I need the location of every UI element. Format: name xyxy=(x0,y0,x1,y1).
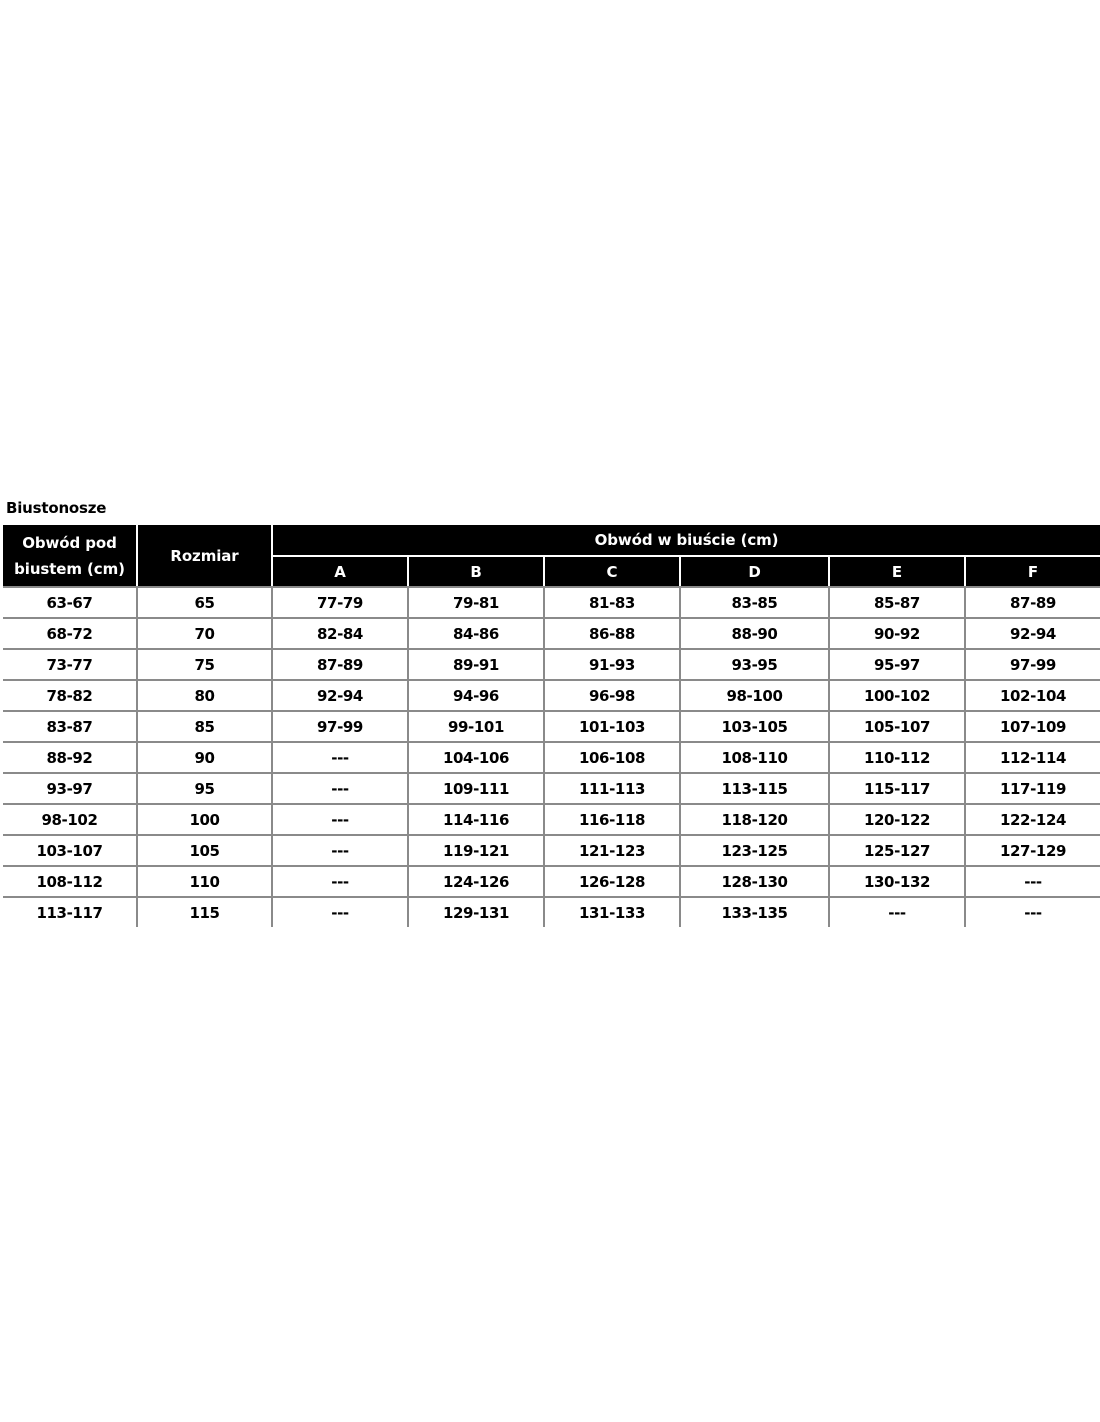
bra-size-table xyxy=(3,525,1100,927)
cell-cup-a: 77-79 xyxy=(273,586,409,619)
cell-cup-c: 116-118 xyxy=(545,805,681,836)
cell-cup-e: 100-102 xyxy=(830,681,966,712)
cell-cup-b: 129-131 xyxy=(409,898,545,927)
cell-cup-a: 92-94 xyxy=(273,681,409,712)
cell-underbust: 63-67 xyxy=(3,586,138,619)
cell-cup-d: 123-125 xyxy=(681,836,830,867)
cell-underbust: 93-97 xyxy=(3,774,138,805)
cell-cup-f: 122-124 xyxy=(966,805,1100,836)
cell-cup-a: 97-99 xyxy=(273,712,409,743)
cell-cup-c: 101-103 xyxy=(545,712,681,743)
cell-size: 75 xyxy=(138,650,273,681)
cell-cup-e: 105-107 xyxy=(830,712,966,743)
cell-cup-a: --- xyxy=(273,774,409,805)
cell-cup-d: 98-100 xyxy=(681,681,830,712)
cell-cup-a: 87-89 xyxy=(273,650,409,681)
cell-cup-b: 84-86 xyxy=(409,619,545,650)
table-row xyxy=(3,743,1100,774)
cell-cup-f: 87-89 xyxy=(966,586,1100,619)
cell-cup-d: 108-110 xyxy=(681,743,830,774)
header-cup-a: A xyxy=(273,557,409,586)
cell-cup-a: --- xyxy=(273,743,409,774)
cell-cup-f: 117-119 xyxy=(966,774,1100,805)
cell-cup-a: --- xyxy=(273,805,409,836)
cell-size: 95 xyxy=(138,774,273,805)
cell-cup-d: 88-90 xyxy=(681,619,830,650)
cell-size: 65 xyxy=(138,586,273,619)
cell-cup-e: 115-117 xyxy=(830,774,966,805)
cell-cup-b: 114-116 xyxy=(409,805,545,836)
cell-cup-b: 104-106 xyxy=(409,743,545,774)
cell-cup-c: 96-98 xyxy=(545,681,681,712)
cell-underbust: 98-102 xyxy=(3,805,138,836)
header-cup-e: E xyxy=(830,557,966,586)
cell-cup-f: --- xyxy=(966,867,1100,898)
cell-cup-c: 106-108 xyxy=(545,743,681,774)
cell-cup-c: 91-93 xyxy=(545,650,681,681)
cell-cup-f: 112-114 xyxy=(966,743,1100,774)
cell-cup-f: 107-109 xyxy=(966,712,1100,743)
cell-cup-d: 118-120 xyxy=(681,805,830,836)
cell-cup-d: 83-85 xyxy=(681,586,830,619)
cell-cup-d: 133-135 xyxy=(681,898,830,927)
table-row xyxy=(3,650,1100,681)
cell-cup-b: 124-126 xyxy=(409,867,545,898)
cell-underbust: 88-92 xyxy=(3,743,138,774)
header-underbust: Obwód pod biustem (cm) xyxy=(3,525,138,586)
cell-cup-b: 109-111 xyxy=(409,774,545,805)
table-row xyxy=(3,619,1100,650)
cell-cup-b: 94-96 xyxy=(409,681,545,712)
cell-cup-e: 125-127 xyxy=(830,836,966,867)
cell-underbust: 103-107 xyxy=(3,836,138,867)
cell-size: 110 xyxy=(138,867,273,898)
table-row xyxy=(3,586,1100,619)
cell-cup-c: 121-123 xyxy=(545,836,681,867)
cell-cup-a: --- xyxy=(273,867,409,898)
header-bust-group: Obwód w biuście (cm) xyxy=(273,525,1100,557)
cell-cup-e: 85-87 xyxy=(830,586,966,619)
cell-size: 70 xyxy=(138,619,273,650)
cell-cup-e: --- xyxy=(830,898,966,927)
cell-size: 85 xyxy=(138,712,273,743)
cell-underbust: 108-112 xyxy=(3,867,138,898)
cell-cup-b: 79-81 xyxy=(409,586,545,619)
cell-cup-f: 127-129 xyxy=(966,836,1100,867)
cell-cup-f: --- xyxy=(1024,903,1042,922)
table-row xyxy=(3,774,1100,805)
cell-cup-f: 97-99 xyxy=(966,650,1100,681)
cell-cup-b: 99-101 xyxy=(409,712,545,743)
table-row xyxy=(3,712,1100,743)
cell-size: 100 xyxy=(138,805,273,836)
header-size: Rozmiar xyxy=(138,525,273,586)
cell-cup-c: 126-128 xyxy=(545,867,681,898)
cell-underbust: 113-117 xyxy=(3,898,138,927)
header-cup-c: C xyxy=(545,557,681,586)
cell-cup-c: 81-83 xyxy=(545,586,681,619)
cell-cup-c: 86-88 xyxy=(545,619,681,650)
cell-cup-e: 90-92 xyxy=(830,619,966,650)
table-title: Biustonosze xyxy=(6,499,107,517)
cell-underbust: 73-77 xyxy=(3,650,138,681)
table-row xyxy=(3,681,1100,712)
header-cup-f: F xyxy=(966,557,1100,586)
cell-cup-c: 111-113 xyxy=(545,774,681,805)
cell-underbust: 83-87 xyxy=(3,712,138,743)
cell-cup-d: 93-95 xyxy=(681,650,830,681)
cell-cup-b: 89-91 xyxy=(409,650,545,681)
cell-cup-f: 102-104 xyxy=(966,681,1100,712)
cell-cup-d: 113-115 xyxy=(681,774,830,805)
table-body xyxy=(3,586,1100,927)
table-row xyxy=(3,867,1100,898)
cell-size: 115 xyxy=(138,898,273,927)
header-cup-d: D xyxy=(681,557,830,586)
cell-cup-a: --- xyxy=(273,836,409,867)
cell-cup-d: 128-130 xyxy=(681,867,830,898)
header-cup-b: B xyxy=(409,557,545,586)
cell-cup-a: --- xyxy=(273,898,409,927)
cell-cup-b: 119-121 xyxy=(409,836,545,867)
cell-cup-e: 120-122 xyxy=(830,805,966,836)
cell-size: 90 xyxy=(138,743,273,774)
cell-cup-e: 95-97 xyxy=(830,650,966,681)
cell-cup-f: 92-94 xyxy=(966,619,1100,650)
table-row xyxy=(3,898,1100,927)
cell-size: 80 xyxy=(138,681,273,712)
cell-size: 105 xyxy=(138,836,273,867)
cell-cup-e: 130-132 xyxy=(830,867,966,898)
cell-cup-a: 82-84 xyxy=(273,619,409,650)
cell-cup-d: 103-105 xyxy=(681,712,830,743)
table-row xyxy=(3,836,1100,867)
cell-cup-e: 110-112 xyxy=(830,743,966,774)
table-row xyxy=(3,805,1100,836)
cell-cup-c: 131-133 xyxy=(545,898,681,927)
cell-underbust: 78-82 xyxy=(3,681,138,712)
table-header xyxy=(3,525,1100,586)
cell-underbust: 68-72 xyxy=(3,619,138,650)
